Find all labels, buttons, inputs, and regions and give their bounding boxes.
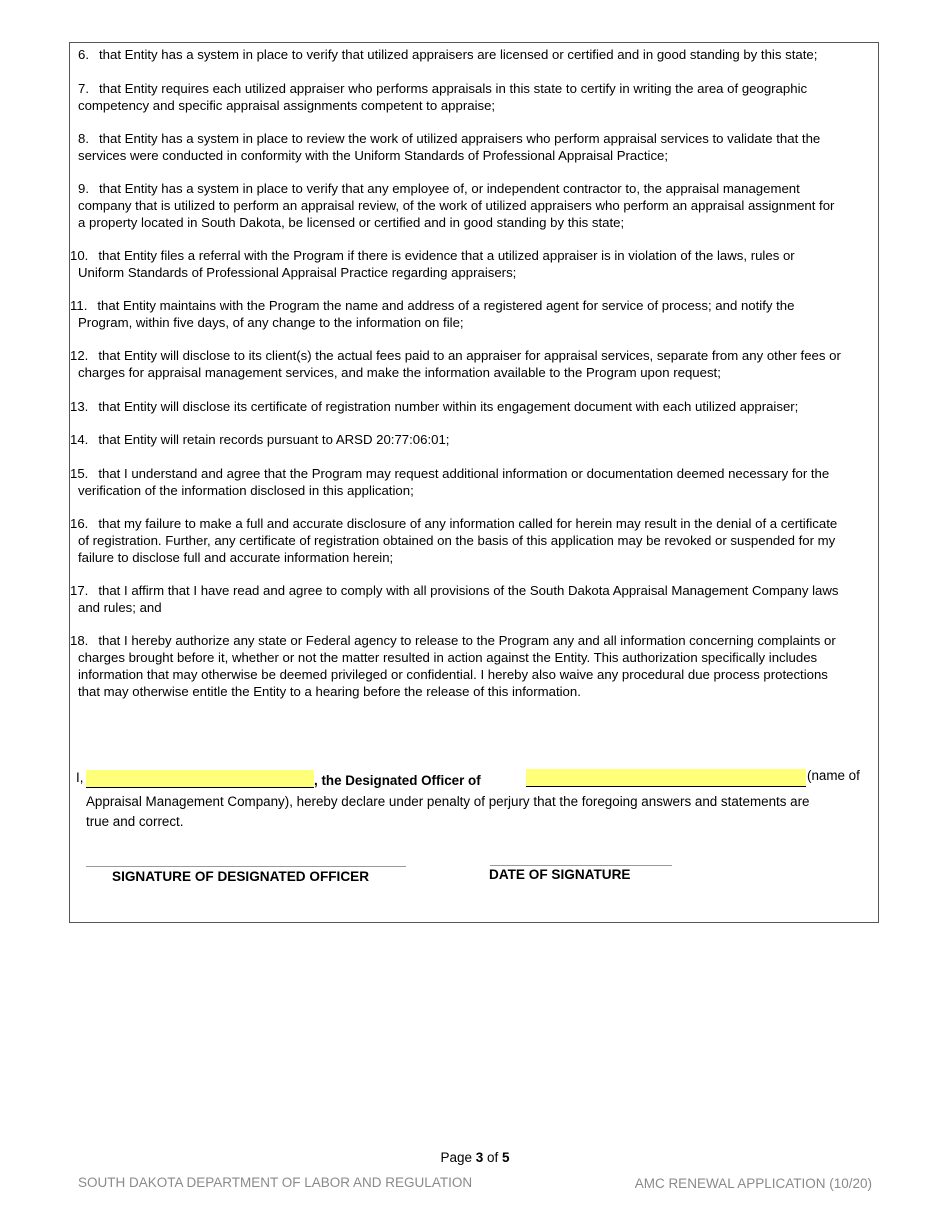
attestation-item xyxy=(70,465,872,499)
attestation-text: that Entity has a system in place to review the work of utilized appraisers who perform appraisal services to validate that the xyxy=(99,131,821,146)
attestation-item xyxy=(70,582,872,616)
attestation-text-continued: competency and specific appraisal assignments competent to appraise; xyxy=(78,98,496,113)
company-name-field[interactable] xyxy=(526,769,806,787)
attestation-item xyxy=(70,247,872,281)
attestation-item xyxy=(70,515,872,566)
attestation-item xyxy=(70,398,872,415)
attestation-text-continued: failure to disclose full and accurate information herein; xyxy=(78,550,394,565)
footer-department: SOUTH DAKOTA DEPARTMENT OF LABOR AND REGULATION xyxy=(78,1175,473,1190)
attestation-text-continued: that may otherwise entitle the Entity to a hearing before the release of this information. xyxy=(78,684,581,699)
attestation-text-continued: verification of the information disclosed in this application; xyxy=(78,483,414,498)
footer-form-id: AMC RENEWAL APPLICATION (10/20) xyxy=(634,1176,872,1191)
page-number: Page 3 of 5 xyxy=(440,1150,510,1165)
attestation-number: 16. xyxy=(70,516,89,531)
attestation-text-continued: services were conducted in conformity with the Uniform Standards of Professional Appraisal Practice; xyxy=(78,148,669,163)
attestation-number: 10. xyxy=(70,248,89,263)
attestation-text: that Entity will disclose to its client(s) the actual fees paid to an appraiser for appraisal services, separate from any other fees or xyxy=(98,348,841,363)
attestation-item xyxy=(70,180,872,231)
attestation-number: 8. xyxy=(78,131,89,146)
attestation-number: 13. xyxy=(70,399,89,414)
attestation-text: that Entity requires each utilized appraiser who performs appraisals in this state to certify in writing the area of geographic xyxy=(99,81,808,96)
attestation-text-continued: a property located in South Dakota, be licensed or certified and in good standing by this state; xyxy=(78,215,625,230)
attestation-number: 15. xyxy=(70,466,89,481)
attestation-number: 6. xyxy=(78,47,89,62)
date-signature-label: DATE OF SIGNATURE xyxy=(489,867,631,882)
attestation-text-continued: charges for appraisal management services, and make the information available to the Program upon request; xyxy=(78,365,721,380)
attestation-number: 12. xyxy=(70,348,89,363)
officer-signature-line[interactable] xyxy=(86,866,406,867)
attestation-text: that Entity has a system in place to verify that any employee of, or independent contractor to, the appraisal management xyxy=(99,181,800,196)
attestation-item xyxy=(70,46,872,63)
attestation-number: 18. xyxy=(70,633,89,648)
attestation-text: that I understand and agree that the Program may request additional information or documentation deemed necessary for the xyxy=(98,466,830,481)
attestation-text: that Entity has a system in place to verify that utilized appraisers are licensed or certified and in good standing by this state; xyxy=(99,47,818,62)
attestation-text-continued: Program, within five days, of any change to the information on file; xyxy=(78,315,464,330)
attestation-item xyxy=(70,130,872,164)
attestation-item xyxy=(70,347,872,381)
attestation-item xyxy=(70,297,872,331)
attestation-text-continued: information that may otherwise be deemed privileged or confidential. I hereby also waive any procedural due process protections xyxy=(78,667,828,682)
attestation-number: 9. xyxy=(78,181,89,196)
declaration-prefix: I, xyxy=(76,770,84,785)
attestation-text-continued: Uniform Standards of Professional Appraisal Practice regarding appraisers; xyxy=(78,265,517,280)
attestation-text: that Entity will disclose its certificate of registration number within its engagement document with each utilized appraiser; xyxy=(98,399,799,414)
attestation-text: that Entity files a referral with the Program if there is evidence that a utilized appraiser is in violation of the laws, rules or xyxy=(98,248,795,263)
attestation-text-continued: company that is utilized to perform an appraisal review, of the work of utilized appraisers who perform an appraisal assignment for xyxy=(78,198,835,213)
declaration-middle: , the Designated Officer of xyxy=(314,773,481,788)
declaration-suffix: (name of xyxy=(807,768,860,783)
attestation-text: that Entity will retain records pursuant to ARSD 20:77:06:01; xyxy=(98,432,450,447)
declaration-line-3: true and correct. xyxy=(86,814,184,829)
attestation-text-continued: and rules; and xyxy=(78,600,162,615)
attestation-text: that Entity maintains with the Program the name and address of a registered agent for service of process; and notify the xyxy=(97,298,795,313)
date-signature-line[interactable] xyxy=(490,865,672,866)
officer-signature-label: SIGNATURE OF DESIGNATED OFFICER xyxy=(112,869,370,884)
attestation-item xyxy=(70,80,872,114)
attestation-text: that my failure to make a full and accurate disclosure of any information called for herein may result in the denial of a certificate xyxy=(98,516,838,531)
attestation-number: 17. xyxy=(70,583,89,598)
attestation-item xyxy=(70,632,872,700)
attestation-text-continued: of registration. Further, any certificate of registration obtained on the basis of this application may be revoked or suspended for my xyxy=(78,533,836,548)
attestation-text-continued: charges brought before it, whether or not the matter resulted in action against the Entity. This authorization specifically includes xyxy=(78,650,818,665)
attestation-number: 11. xyxy=(70,298,88,313)
attestation-number: 14. xyxy=(70,432,89,447)
attestation-text: that I affirm that I have read and agree to comply with all provisions of the South Dakota Appraisal Management Company laws xyxy=(98,583,839,598)
attestation-text: that I hereby authorize any state or Federal agency to release to the Program any and all information concerning complaints or xyxy=(98,633,836,648)
officer-name-field[interactable] xyxy=(86,770,314,788)
attestation-number: 7. xyxy=(78,81,89,96)
declaration-line-2: Appraisal Management Company), hereby declare under penalty of perjury that the foregoing answers and statements are xyxy=(86,794,810,809)
attestation-item xyxy=(70,431,872,448)
